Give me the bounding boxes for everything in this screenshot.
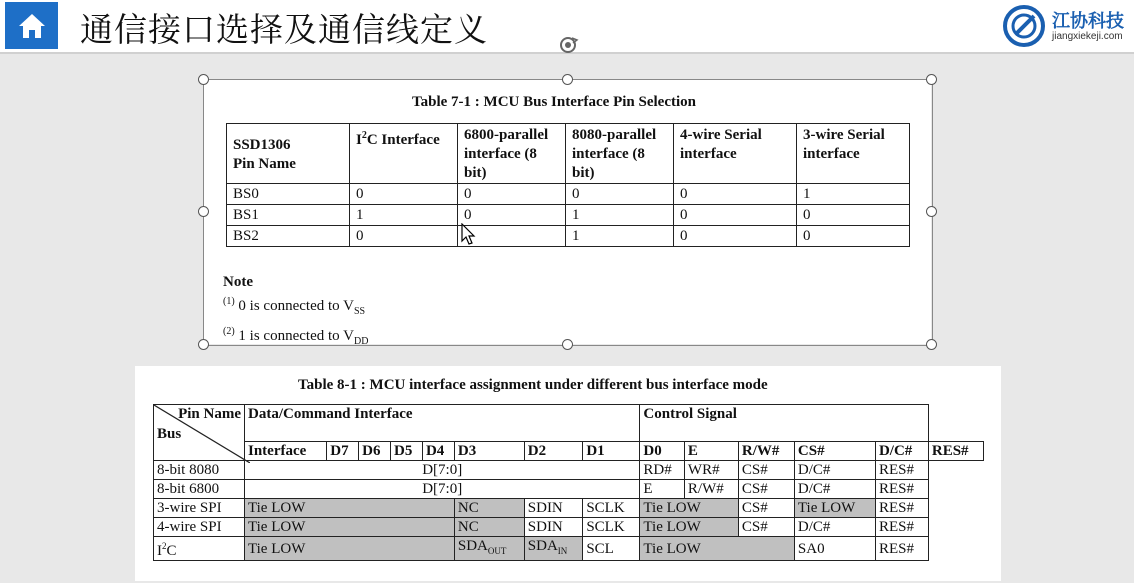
resize-handle[interactable] bbox=[926, 206, 937, 217]
rotate-handle-icon[interactable] bbox=[557, 34, 579, 56]
col-i2c: $I^2C$ Interface bbox=[350, 124, 458, 184]
selection-frame bbox=[203, 79, 933, 346]
logo-icon bbox=[1002, 4, 1046, 48]
col-3wire: 3-wire Serial interface bbox=[797, 124, 910, 184]
note-title: Note bbox=[223, 274, 253, 290]
table-row: $I^2C$ Tie LOW $SDA_{OUT}$ $SDA_{IN}$ SCL Tie LOW SA0 RES# bbox=[154, 537, 984, 561]
resize-handle[interactable] bbox=[562, 339, 573, 350]
table-8-1-image[interactable] bbox=[135, 366, 1001, 581]
resize-handle[interactable] bbox=[926, 339, 937, 350]
group-control-header: Control Signal bbox=[640, 405, 928, 442]
group-data-header: Data/Command Interface bbox=[245, 405, 640, 442]
table-row: 8-bit 8080 D[7:0] RD# WR# CS# D/C# RES# bbox=[154, 461, 984, 480]
table-row: BS2 0 1 0 0 bbox=[227, 226, 910, 247]
resize-handle[interactable] bbox=[926, 74, 937, 85]
table-row: BS1 1 0 1 0 0 bbox=[227, 205, 910, 226]
corner-header: Pin Name Bus bbox=[154, 405, 245, 461]
resize-handle[interactable] bbox=[198, 339, 209, 350]
table-row: 4-wire SPI Tie LOW NC SDIN SCLK Tie LOW CS# D/C# RES# bbox=[154, 518, 984, 537]
page-title: 通信接口选择及通信线定义 bbox=[80, 10, 488, 49]
col-pin-name: SSD1306 Pin Name bbox=[227, 124, 350, 184]
table-row: 8-bit 6800 D[7:0] E R/W# CS# D/C# RES# bbox=[154, 480, 984, 499]
col-4wire: 4-wire Serial interface bbox=[674, 124, 797, 184]
note-2: $^{(2)}$ 1 is connected to $V_{DD}$ bbox=[223, 326, 369, 347]
brand-logo bbox=[1000, 3, 1130, 49]
col-6800: 6800-parallel interface (8 bit) bbox=[458, 124, 566, 184]
bus-interface-table bbox=[153, 404, 984, 561]
resize-handle[interactable] bbox=[198, 74, 209, 85]
resize-handle[interactable] bbox=[562, 74, 573, 85]
resize-handle[interactable] bbox=[198, 206, 209, 217]
table-row: BS0 0 0 0 0 1 bbox=[227, 184, 910, 205]
table-8-1-caption: Table 8-1 : MCU interface assignment under different bus interface mode bbox=[298, 377, 768, 393]
col-8080: 8080-parallel interface (8 bit) bbox=[566, 124, 674, 184]
note-1: $^{(1)}$ 0 is connected to $V_{SS}$ bbox=[223, 296, 366, 317]
logo-site: jiangxiekeji.com bbox=[1052, 31, 1123, 42]
table-7-1-caption: Table 7-1 : MCU Bus Interface Pin Selection bbox=[412, 94, 697, 110]
home-button[interactable] bbox=[5, 2, 58, 49]
home-icon bbox=[17, 12, 47, 40]
table-row: 3-wire SPI Tie LOW NC SDIN SCLK Tie LOW CS# Tie LOW RES# bbox=[154, 499, 984, 518]
column-header-row: Interface D7 D6 D5 D4 D3 D2 D1 D0 E R/W# CS# D/C# RES# bbox=[154, 442, 984, 461]
logo-name: 江协科技 bbox=[1052, 11, 1124, 32]
